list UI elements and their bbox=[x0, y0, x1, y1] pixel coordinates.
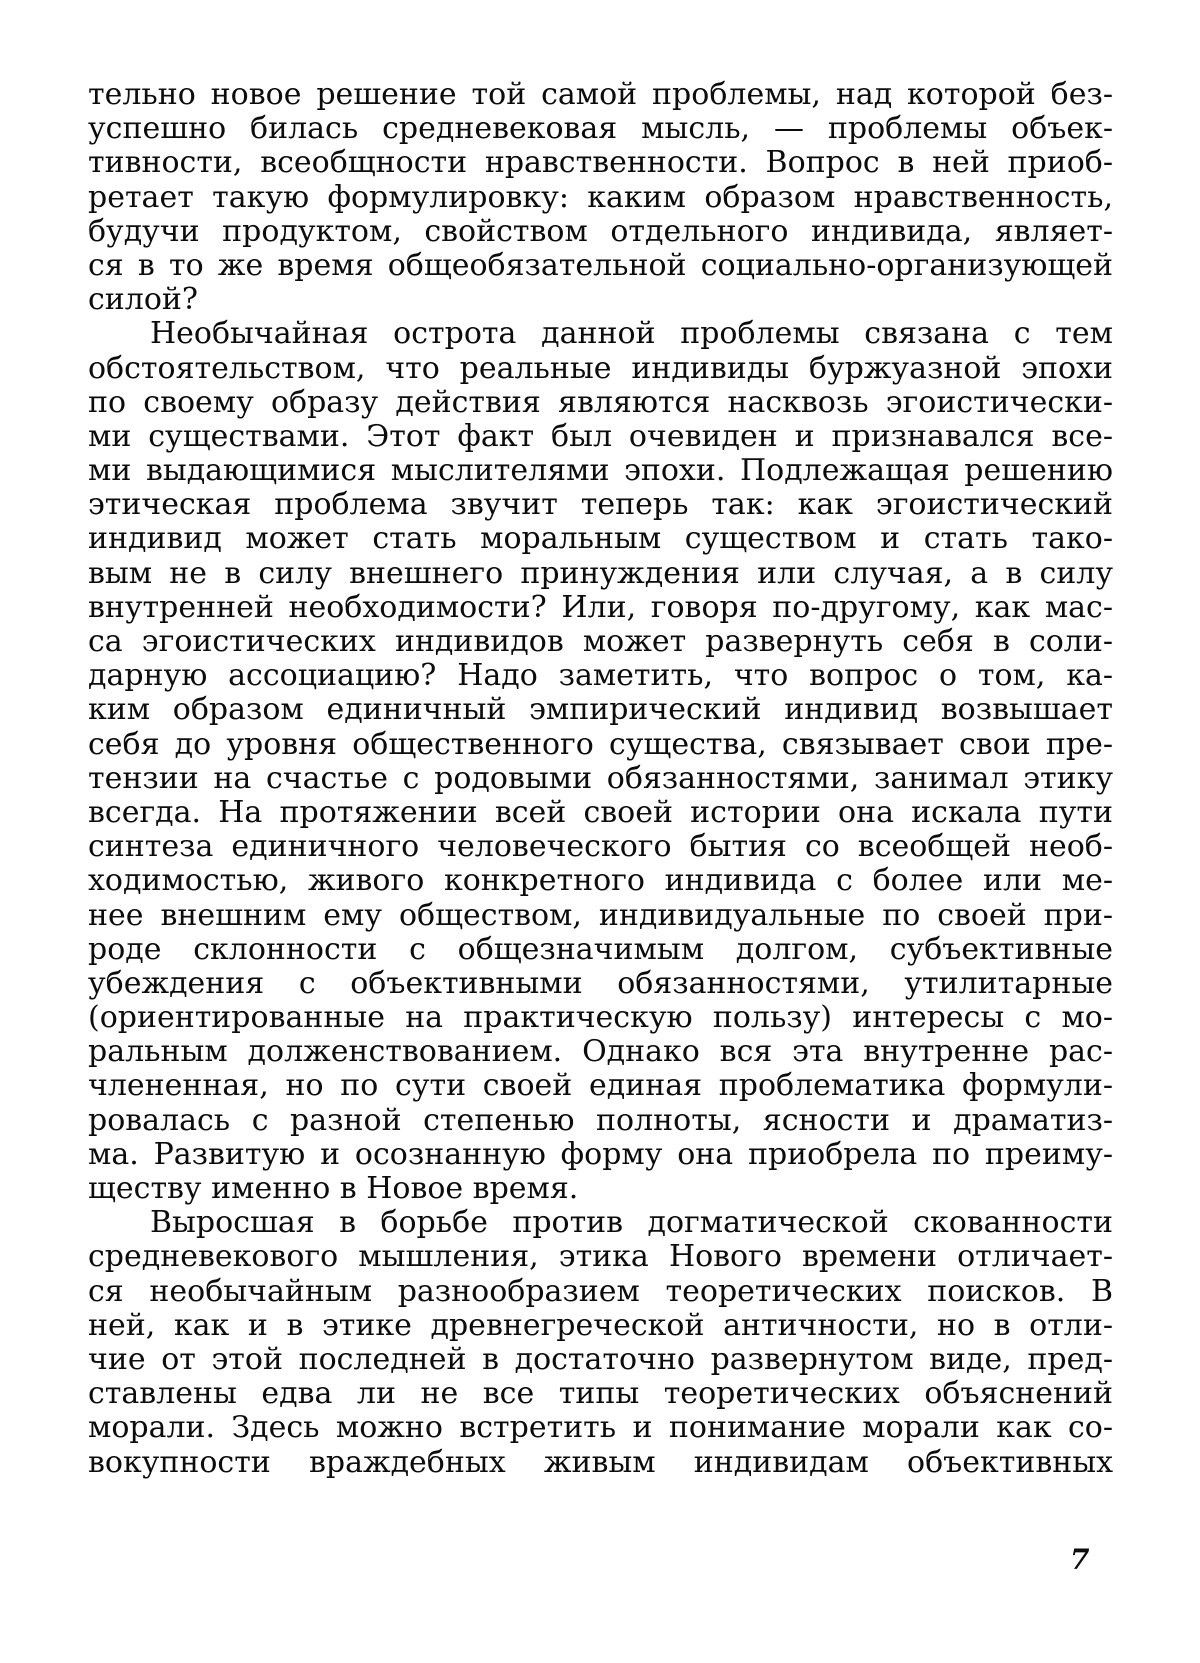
text-line: (ориентированные на практическую пользу) интересы с мо- bbox=[88, 1001, 1113, 1036]
text-line: тензии на счастье с родовыми обязанностями, занимал этику bbox=[88, 761, 1113, 796]
body-text bbox=[88, 78, 1113, 1480]
text-line: са эгоистических индивидов может развернуть себя в соли- bbox=[88, 625, 1113, 659]
text-line: себя до уровня общественного существа, связывает свои пре- bbox=[88, 727, 1113, 762]
text-line: убеждения с объективными обязанностями, утилитарные bbox=[88, 966, 1113, 1001]
text-line: ществу именно в Новое время. bbox=[88, 1172, 579, 1206]
text-line: ма. Развитую и осознанную форму она приобрела по преиму- bbox=[88, 1137, 1113, 1172]
page-number: 7 bbox=[1070, 1543, 1090, 1576]
text-line: силой? bbox=[88, 283, 198, 318]
text-line: Выросшая в борьбе против догматической скованности bbox=[150, 1206, 1113, 1241]
text-line: ходимостью, живого конкретного индивида с более или ме- bbox=[88, 864, 1113, 899]
text-line: нее внешним ему обществом, индивидуальные по своей при- bbox=[88, 898, 1113, 933]
text-line: вокупности враждебных живым индивидам объективных bbox=[88, 1445, 1113, 1480]
text-line: по своему образу действия являются насквозь эгоистически- bbox=[88, 385, 1113, 420]
text-line: успешно билась средневековая мысль, — проблемы объек- bbox=[88, 112, 1113, 147]
text-line: ровалась с разной степенью полноты, ясности и драматиз- bbox=[88, 1103, 1113, 1138]
text-line: ставлены едва ли не все типы теоретических объяснений bbox=[88, 1377, 1113, 1412]
text-line: дарную ассоциацию? Надо заметить, что вопрос о том, ка- bbox=[88, 659, 1113, 694]
text-line: будучи продуктом, свойством отдельного индивида, являет- bbox=[88, 214, 1113, 249]
paragraph bbox=[88, 317, 1113, 1206]
text-line: роде склонности с общезначимым долгом, субъективные bbox=[88, 932, 1113, 967]
text-line: члененная, но по сути своей единая проблематика формули- bbox=[88, 1069, 1113, 1104]
text-line: ральным долженствованием. Однако вся эта внутренне рас- bbox=[88, 1035, 1113, 1070]
text-line: средневекового мышления, этика Нового времени отличает- bbox=[88, 1240, 1113, 1275]
text-line: ретает такую формулировку: каким образом нравственность, bbox=[88, 180, 1113, 215]
text-line: ми существами. Этот факт был очевиден и признавался все- bbox=[88, 419, 1113, 454]
text-line: чие от этой последней в достаточно развернутом виде, пред- bbox=[88, 1342, 1113, 1377]
text-line: вым не в силу внешнего принуждения или случая, а в силу bbox=[88, 556, 1113, 591]
paragraph bbox=[88, 78, 1113, 317]
text-line: синтеза единичного человеческого бытия со всеобщей необ- bbox=[88, 830, 1113, 865]
text-line: ся в то же время общеобязательной социально-организующей bbox=[88, 248, 1113, 283]
text-line: ся необычайным разнообразием теоретических поисков. В bbox=[88, 1274, 1113, 1309]
text-line: всегда. На протяжении всей своей истории она искала пути bbox=[88, 795, 1113, 830]
text-line: ким образом единичный эмпирический индивид возвышает bbox=[88, 693, 1113, 728]
text-line: этическая проблема звучит теперь так: как эгоистический bbox=[88, 488, 1113, 523]
text-line: морали. Здесь можно встретить и понимание морали как со- bbox=[88, 1411, 1113, 1446]
text-line: внутренней необходимости? Или, говоря по-другому, как мас- bbox=[88, 590, 1113, 625]
text-line: индивид может стать моральным существом и стать тако- bbox=[88, 522, 1113, 557]
text-line: ней, как и в этике древнегреческой античности, но в отли- bbox=[88, 1308, 1113, 1343]
text-line: тивности, всеобщности нравственности. Вопрос в ней приоб- bbox=[88, 146, 1113, 181]
text-line: ми выдающимися мыслителями эпохи. Подлежащая решению bbox=[88, 454, 1113, 489]
text-line: тельно новое решение той самой проблемы, над которой без- bbox=[88, 78, 1113, 112]
paragraph bbox=[88, 1206, 1113, 1480]
text-line: обстоятельством, что реальные индивиды буржуазной эпохи bbox=[88, 351, 1113, 386]
text-line: Необычайная острота данной проблемы связана с тем bbox=[150, 317, 1113, 352]
